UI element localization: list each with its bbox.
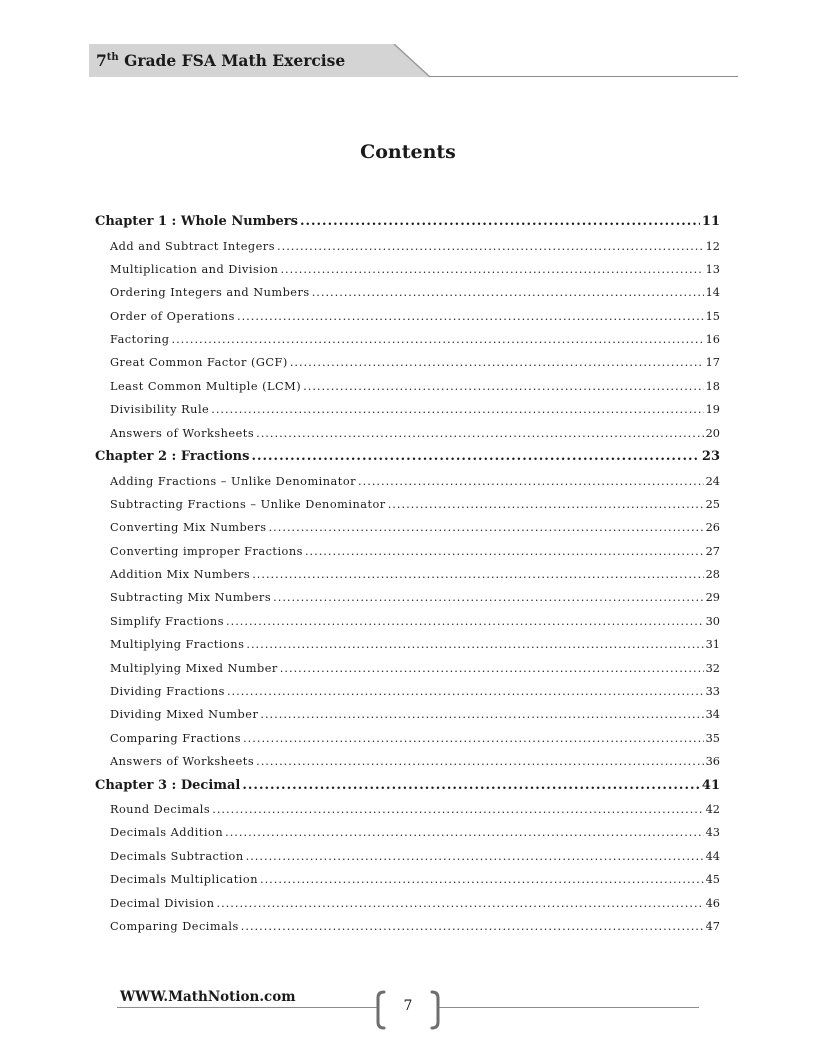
- toc-dot-leader: [305, 540, 704, 563]
- toc-page-number: 44: [705, 849, 720, 863]
- toc-page-number: 23: [701, 449, 720, 465]
- toc-entry[interactable]: [95, 821, 720, 844]
- toc-page-number: 31: [705, 638, 720, 652]
- toc-entry-label: Dividing Fractions: [110, 685, 225, 699]
- toc-entry[interactable]: [95, 281, 720, 304]
- toc-dot-leader: [172, 328, 704, 351]
- toc-dot-leader: [246, 845, 704, 868]
- toc-dot-leader: [273, 586, 703, 609]
- toc-dot-leader: [388, 493, 704, 516]
- toc-page-number: 25: [705, 497, 720, 511]
- toc-entry[interactable]: [95, 868, 720, 891]
- toc-page-number: 43: [705, 826, 720, 840]
- footer-rule-right: [437, 1007, 699, 1008]
- header-title-text: Grade FSA Math Exercise: [118, 51, 346, 70]
- header-grade-number: 7: [96, 51, 107, 70]
- toc-dot-leader: [260, 868, 704, 891]
- toc-page-number: 28: [705, 568, 720, 582]
- toc-page-number: 36: [705, 755, 720, 769]
- toc-entry-label: Decimals Subtraction: [110, 849, 244, 863]
- toc-dot-leader: [212, 798, 703, 821]
- toc-entry[interactable]: [95, 610, 720, 633]
- toc-entry-label: Multiplying Mixed Number: [110, 661, 278, 675]
- toc-dot-leader: [256, 422, 704, 445]
- toc-entry[interactable]: [95, 750, 720, 773]
- right-bracket-icon: [429, 990, 443, 1030]
- toc-entry-label: Add and Subtract Integers: [110, 239, 276, 253]
- toc-entry-label: Answers of Worksheets: [110, 426, 255, 440]
- toc-entry[interactable]: [95, 258, 720, 281]
- toc-page-number: 41: [701, 777, 720, 793]
- toc-entry[interactable]: [95, 845, 720, 868]
- toc-chapter-2[interactable]: [95, 445, 720, 470]
- toc-entry[interactable]: [95, 586, 720, 609]
- toc-entry[interactable]: [95, 703, 720, 726]
- toc-dot-leader: [260, 703, 703, 726]
- toc-entry[interactable]: [95, 516, 720, 539]
- toc-entry[interactable]: [95, 892, 720, 915]
- toc-dot-leader: [277, 235, 704, 258]
- toc-dot-leader: [226, 610, 704, 633]
- toc-dot-leader: [227, 680, 704, 703]
- toc-chapter-label: Chapter 2 : Fractions: [95, 449, 250, 465]
- toc-entry[interactable]: [95, 305, 720, 328]
- toc-page-number: 27: [705, 544, 720, 558]
- toc-chapter-label: Chapter 1 : Whole Numbers: [95, 214, 298, 229]
- toc-entry-label: Multiplying Fractions: [110, 638, 245, 652]
- toc-page-number: 13: [705, 262, 720, 276]
- toc-entry-label: Round Decimals: [110, 803, 211, 817]
- toc-page-number: 11: [701, 214, 720, 229]
- toc-entry-label: Converting Mix Numbers: [110, 521, 267, 535]
- left-bracket-icon: [373, 990, 387, 1030]
- header-grade-suffix: th: [106, 52, 119, 63]
- toc-dot-leader: [280, 657, 704, 680]
- toc-entry-label: Decimal Division: [110, 896, 215, 910]
- toc-page-number: 46: [705, 896, 720, 910]
- toc-page-number: 20: [705, 426, 720, 440]
- toc-entry-label: Subtracting Fractions – Unlike Denominator: [110, 497, 386, 511]
- toc-chapter-label: Chapter 3 : Decimal: [95, 777, 241, 793]
- toc-dot-leader: [269, 516, 704, 539]
- toc-dot-leader: [246, 633, 703, 656]
- toc-entry-label: Ordering Integers and Numbers: [110, 286, 310, 300]
- toc-entry[interactable]: [95, 422, 720, 445]
- toc-entry-label: Converting improper Fractions: [110, 544, 303, 558]
- toc-entry[interactable]: [95, 540, 720, 563]
- toc-dot-leader: [217, 892, 704, 915]
- toc-page-number: 42: [705, 803, 720, 817]
- toc-page-number: 30: [705, 614, 720, 628]
- toc-dot-leader: [243, 727, 704, 750]
- toc-entry[interactable]: [95, 235, 720, 258]
- footer-website: WWW.MathNotion.com: [120, 989, 296, 1005]
- toc-entry-label: Simplify Fractions: [110, 614, 225, 628]
- toc-page-number: 19: [705, 403, 720, 417]
- toc-page-number: 29: [705, 591, 720, 605]
- toc-entry[interactable]: [95, 727, 720, 750]
- toc-page-number: 17: [705, 356, 720, 370]
- toc-dot-leader: [256, 750, 704, 773]
- toc-page-number: 14: [705, 286, 720, 300]
- toc-entry-label: Comparing Fractions: [110, 731, 242, 745]
- toc-entry-label: Least Common Multiple (LCM): [110, 379, 302, 393]
- header-title: [96, 51, 345, 70]
- toc-dot-leader: [251, 445, 699, 470]
- toc-chapter-3[interactable]: [95, 774, 720, 799]
- toc-dot-leader: [280, 258, 703, 281]
- toc-page-number: 26: [705, 521, 720, 535]
- footer-rule-left: [117, 1007, 379, 1008]
- toc-entry-label: Adding Fractions – Unlike Denominator: [110, 474, 357, 488]
- toc-chapter-1[interactable]: [95, 210, 720, 235]
- toc-dot-leader: [225, 821, 704, 844]
- toc-dot-leader: [211, 398, 703, 421]
- page-number: 7: [403, 998, 413, 1014]
- toc-entry-label: Comparing Decimals: [110, 920, 239, 934]
- toc-entry[interactable]: [95, 657, 720, 680]
- toc-entry[interactable]: [95, 915, 720, 938]
- toc-entry[interactable]: [95, 470, 720, 493]
- toc-entry[interactable]: [95, 351, 720, 374]
- toc-entry[interactable]: [95, 493, 720, 516]
- toc-page-number: 18: [705, 379, 720, 393]
- toc-dot-leader: [252, 563, 703, 586]
- toc-dot-leader: [290, 351, 704, 374]
- toc-dot-leader: [303, 375, 703, 398]
- toc-page-number: 12: [705, 239, 720, 253]
- toc-entry[interactable]: [95, 328, 720, 351]
- toc-dot-leader: [312, 281, 704, 304]
- toc-entry-label: Decimals Addition: [110, 826, 224, 840]
- toc-page-number: 16: [705, 333, 720, 347]
- toc-entry-label: Factoring: [110, 333, 170, 347]
- toc-dot-leader: [237, 305, 704, 328]
- toc-dot-leader: [358, 470, 704, 493]
- toc-entry[interactable]: [95, 563, 720, 586]
- toc-page-number: 33: [705, 685, 720, 699]
- toc-page-number: 15: [705, 309, 720, 323]
- toc-dot-leader: [241, 915, 704, 938]
- toc-entry-label: Answers of Worksheets: [110, 755, 255, 769]
- toc-entry-label: Multiplication and Division: [110, 262, 279, 276]
- toc-entry-label: Decimals Multiplication: [110, 873, 258, 887]
- toc-page-number: 24: [705, 474, 720, 488]
- toc-page-number: 45: [705, 873, 720, 887]
- toc-page-number: 34: [705, 708, 720, 722]
- toc-entry-label: Dividing Mixed Number: [110, 708, 259, 722]
- toc-entry[interactable]: [95, 398, 720, 421]
- header-rule: [430, 76, 738, 77]
- toc-entry-label: Subtracting Mix Numbers: [110, 591, 272, 605]
- page-title: Contents: [360, 141, 456, 163]
- toc-dot-leader: [242, 774, 700, 799]
- toc-dot-leader: [300, 210, 700, 235]
- toc-entry[interactable]: [95, 798, 720, 821]
- table-of-contents: [95, 210, 720, 938]
- toc-entry[interactable]: [95, 375, 720, 398]
- toc-entry-label: Great Common Factor (GCF): [110, 356, 288, 370]
- toc-entry-label: Addition Mix Numbers: [110, 568, 251, 582]
- toc-entry[interactable]: [95, 680, 720, 703]
- toc-entry[interactable]: [95, 633, 720, 656]
- toc-page-number: 35: [705, 731, 720, 745]
- toc-entry-label: Divisibility Rule: [110, 403, 210, 417]
- toc-page-number: 47: [705, 920, 720, 934]
- toc-entry-label: Order of Operations: [110, 309, 235, 323]
- toc-page-number: 32: [705, 661, 720, 675]
